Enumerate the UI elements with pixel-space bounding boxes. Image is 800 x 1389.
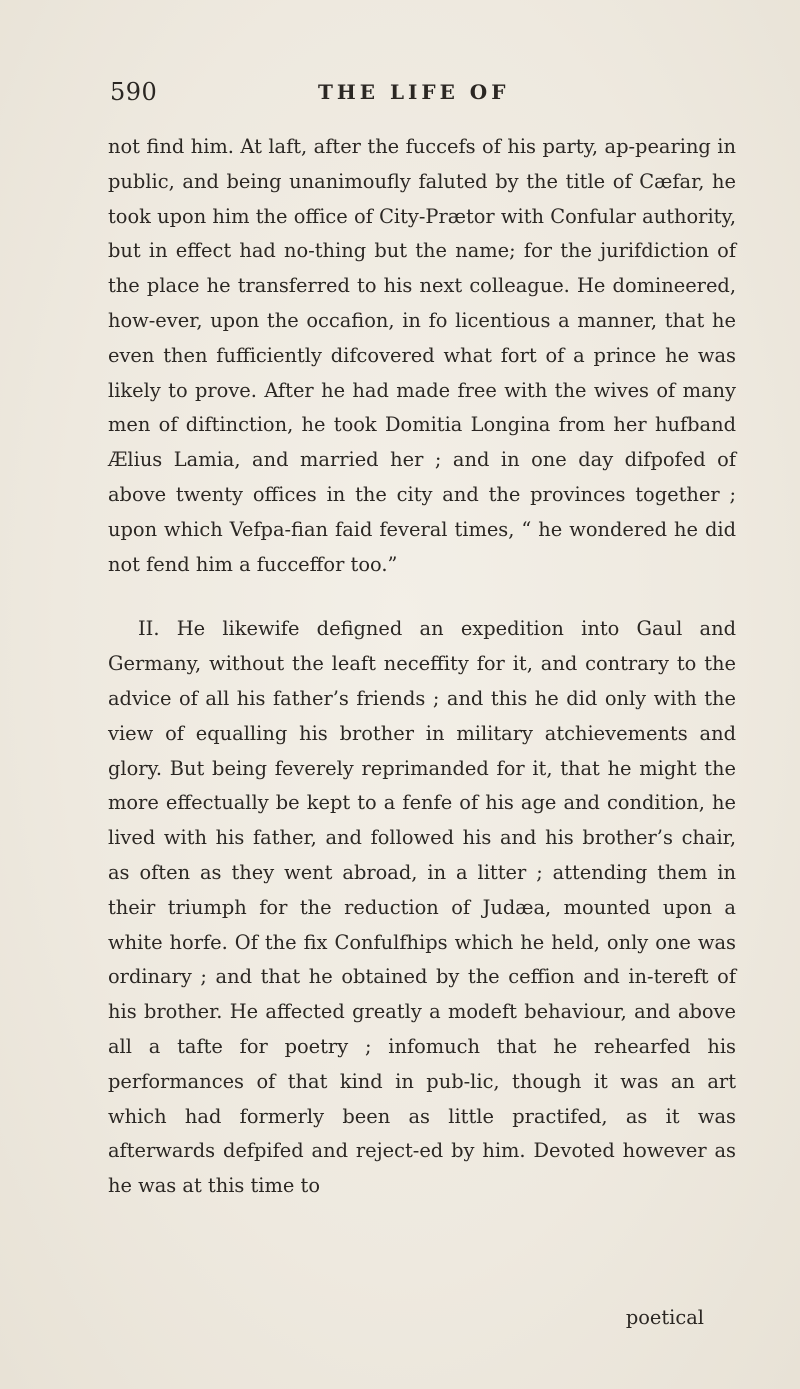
paragraph-section-ii: II. He likewife defigned an expedition into Gaul and Germany, without the leaft neceffity for it, and contrary to the advice of all his father’s friends ; and this he did only with the view of equalling his brother in military atchievements and glory. But being feverely reprimanded for it, that he might the more effectually be kept to a fenfe of his age and condition, he lived with his father, and followed his and his brother’s chair, as often as they went abroad, in a litter ; attending them in their triumph for the reduction of Judæa, mounted upon a white horfe. Of the fix Confulfhips which he held, only one was ordinary ; and that he obtained by the ceffion and in-tereft of his brother. He affected greatly a modeft behaviour, and above all a tafte for poetry ; infomuch that he rehearfed his performances of that kind in pub-lic, though it was an art which had formerly been as little practifed, as it was afterwards defpifed and reject-ed by him. Devoted however as he was at this time to — [108, 617, 736, 1198]
body-text — [108, 130, 736, 1204]
page-header — [110, 78, 710, 108]
paragraph-continuation: not find him. At laft, after the fuccefs of his party, ap-pearing in public, and being unanimoufly faluted by the title of Cæfar, he took upon him the office of City-Prætor with Confular authority, but in effect had no-thing but the name; for the jurifdiction of the place he transferred to his next colleague. He domineered, how-ever, upon the occafion, in fo licentious a manner, that he even then fufficiently difcovered what fort of a prince he was likely to prove. After he had made free with the wives of many men of diftinction, he took Domitia Longina from her hufband Ælius Lamia, and married her ; and in one day difpofed of above twenty offices in the city and the provinces together ; upon which Vefpa-fian faid feveral times, “ he wondered he did not fend him a fucceffor too.” — [108, 135, 736, 576]
running-title: THE LIFE OF — [318, 80, 510, 104]
catchword: poetical — [625, 1306, 704, 1329]
page-number: 590 — [110, 78, 158, 106]
